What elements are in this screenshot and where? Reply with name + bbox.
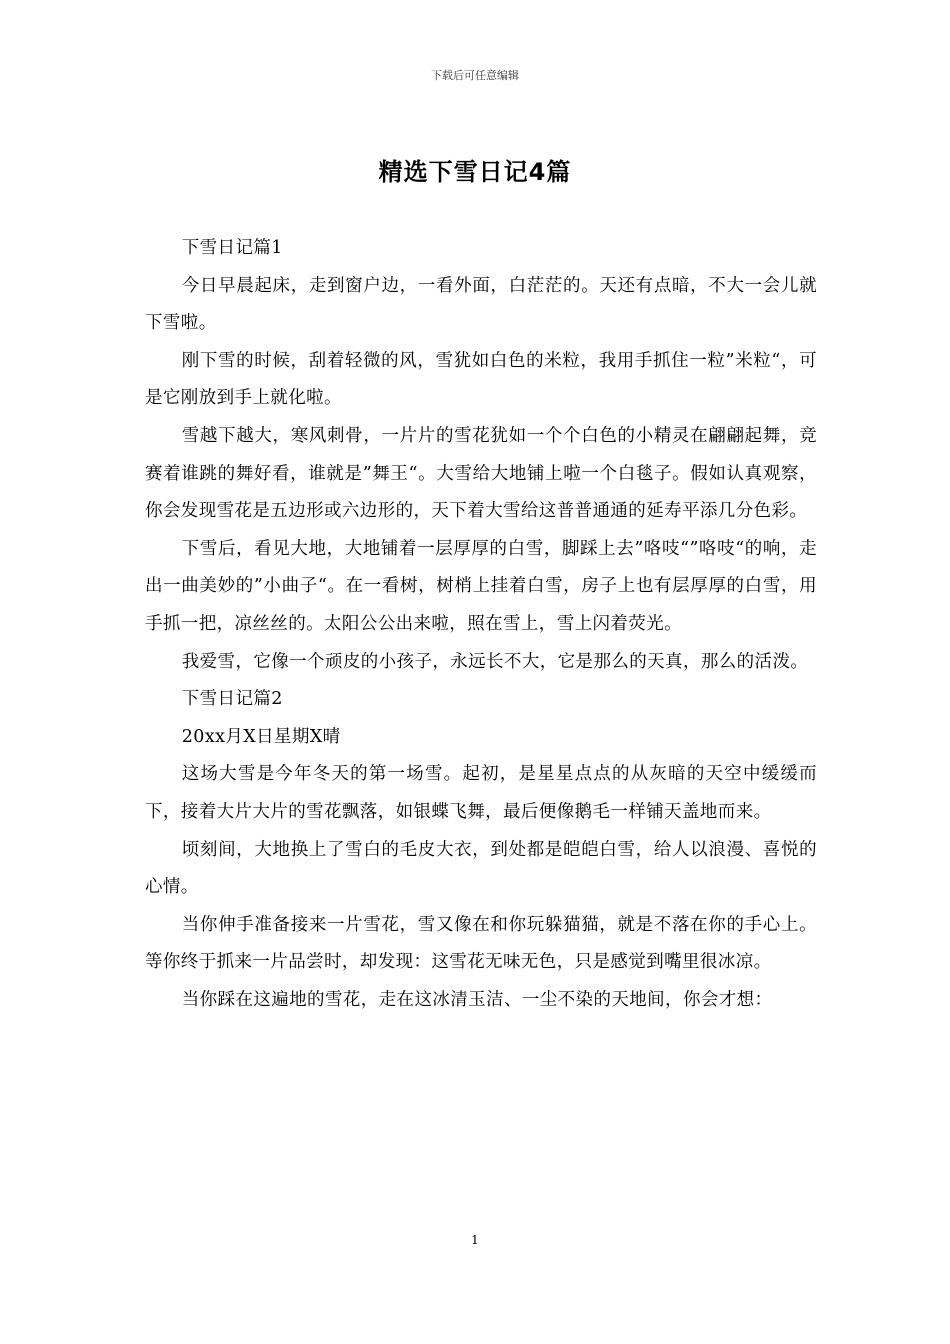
diary-date-line: 20xx月X日星期X晴	[181, 726, 341, 747]
section-heading-1: 下雪日记篇1	[181, 238, 283, 258]
paragraph: 我爱雪，它像一个顽皮的小孩子，永远长不大，它是那么的天真，那么的活泼。	[181, 651, 809, 672]
paragraph: 今日早晨起床，走到窗户边，一看外面，白茫茫的。天还有点暗，不大一会儿就下雪啦。	[145, 275, 817, 334]
page-number: 1	[471, 1233, 479, 1247]
header-note: 下载后可任意编辑	[431, 69, 519, 82]
document-body	[145, 230, 817, 1019]
paragraph: 雪越下越大，寒风刺骨，一片片的雪花犹如一个个白色的小精灵在翩翩起舞，竞赛着谁跳的舞好看，谁就是”舞王“。大雪给大地铺上啦一个白毯子。假如认真观察，你会发现雪花是五边形或六边形的，天下着大雪给这普普通通的延寿平添几分色彩。	[145, 425, 817, 522]
paragraph: 顷刻间，大地换上了雪白的毛皮大衣，到处都是皑皑白雪，给人以浪漫、喜悦的心情。	[145, 839, 817, 898]
paragraph: 这场大雪是今年冬天的第一场雪。起初，是星星点点的从灰暗的天空中缓缓而下，接着大片大片的雪花飘落，如银蝶飞舞，最后便像鹅毛一样铺天盖地而来。	[145, 764, 817, 822]
document-title: 精选下雪日记4篇	[378, 158, 572, 186]
paragraph: 当你踩在这遍地的雪花，走在这冰清玉洁、一尘不染的天地间，你会才想：	[181, 989, 773, 1010]
paragraph: 刚下雪的时候，刮着轻微的风，雪犹如白色的米粒，我用手抓住一粒”米粒“，可是它刚放到手上就化啦。	[145, 350, 817, 409]
paragraph: 下雪后，看见大地，大地铺着一层厚厚的白雪，脚踩上去”咯吱“”咯吱“的响，走出一曲美妙的”小曲子“。在一看树，树梢上挂着白雪，房子上也有层厚厚的白雪，用手抓一把，凉丝丝的。太阳公公出来啦，照在雪上，雪上闪着荧光。	[145, 538, 817, 634]
paragraph: 当你伸手准备接来一片雪花，雪又像在和你玩躲猫猫，就是不落在你的手心上。等你终于抓来一片品尝时，却发现：这雪花无味无色，只是感觉到嘴里很冰凉。	[145, 914, 817, 973]
section-heading-2: 下雪日记篇2	[181, 689, 283, 710]
